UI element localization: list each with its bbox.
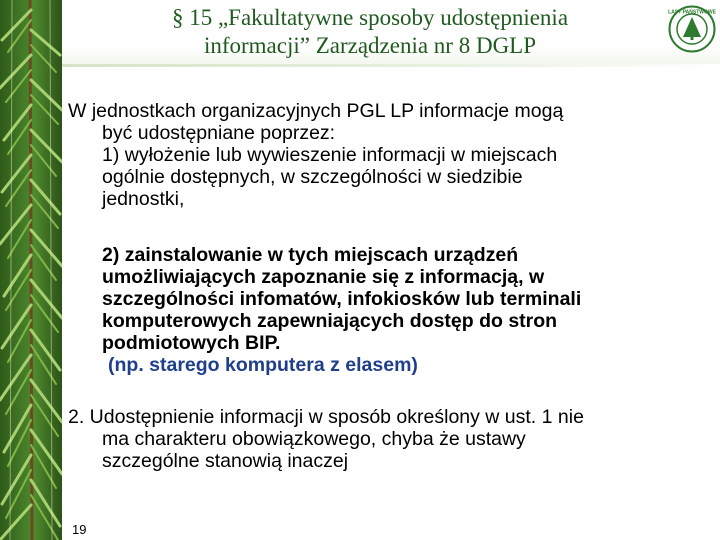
item1-line-2: ogólnie dostępnych, w szczególności w siedzibie	[102, 166, 523, 188]
item2-note: (np. starego komputera z elasem)	[108, 354, 418, 376]
title-line-2: informacji” Zarządzenia nr 8 DGLP	[203, 33, 537, 58]
item2-line-1: 2) zainstalowanie w tych miejscach urządzeń	[102, 244, 519, 266]
page-number: 19	[72, 522, 87, 537]
list-item-1	[68, 144, 708, 210]
title-line-1: § 15 „Fakultatywne sposoby udostępnienia	[171, 5, 569, 30]
pine-needles-image	[0, 0, 62, 540]
header-divider	[62, 64, 720, 67]
slide-title	[90, 4, 650, 60]
item1-line-1: 1) wyłożenie lub wywieszenie informacji w miejscach	[102, 144, 558, 166]
intro-line-1: W jednostkach organizacyjnych PGL LP informacje mogą	[68, 100, 564, 122]
item2-line-5: podmiotowych BIP.	[102, 332, 281, 354]
intro-paragraph	[68, 100, 708, 144]
item2-line-3: szczególności infomatów, infokiosków lub terminali	[102, 288, 582, 310]
point-2-paragraph	[68, 406, 708, 472]
intro-line-2: być udostępniane poprzez:	[102, 122, 336, 144]
point2-line-2: ma charakteru obowiązkowego, chyba że ustawy	[102, 428, 526, 450]
list-item-2	[68, 244, 708, 354]
logo-icon	[668, 5, 716, 53]
point2-line-3: szczególne stanowią inaczej	[102, 450, 349, 472]
logo-text: LASY PAŃSTWOWE	[668, 9, 716, 16]
slide-body	[68, 100, 708, 472]
item2-line-2: umożliwiających zapoznanie się z informacją, w	[102, 266, 545, 288]
lasy-panstwowe-logo	[668, 5, 716, 53]
item2-line-4: komputerowych zapewniających dostęp do stron	[102, 310, 558, 332]
item1-line-3: jednostki,	[102, 188, 185, 210]
point2-line-1: 2. Udostępnienie informacji w sposób określony w ust. 1 nie	[68, 406, 584, 428]
pine-needle-decoration	[0, 0, 62, 540]
